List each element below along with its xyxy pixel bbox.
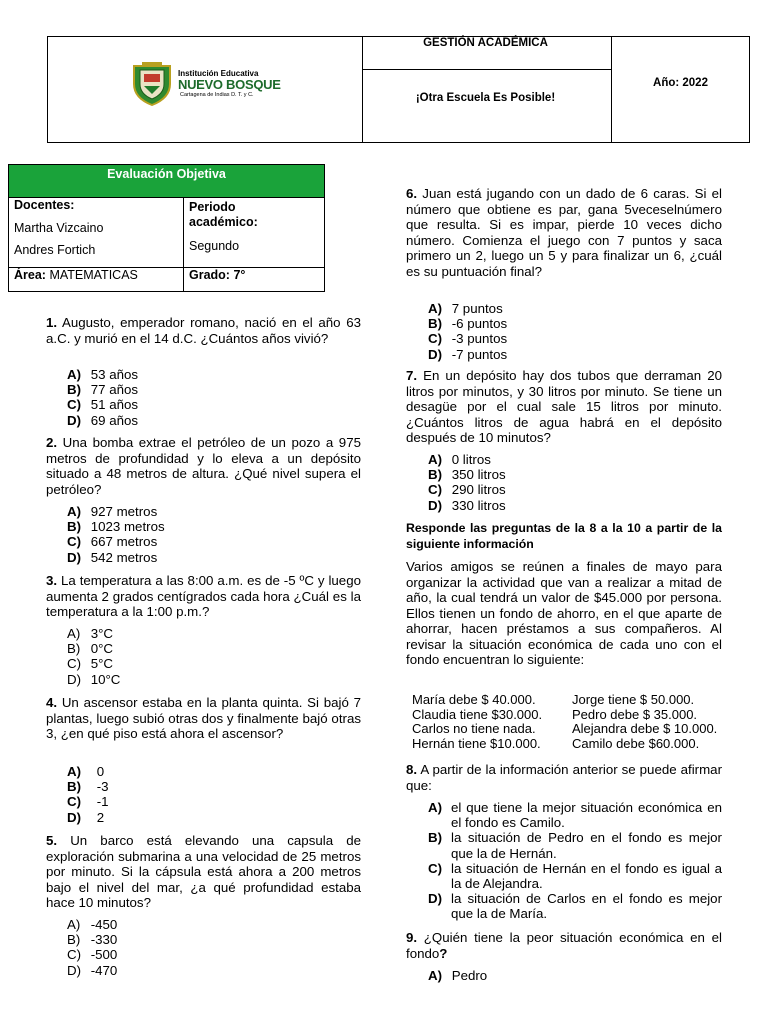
option: B) 0°C [67, 641, 114, 657]
option: C) 667 metros [67, 534, 158, 550]
eval-title: Evaluación Objetiva [107, 167, 226, 181]
option: B) -3 [67, 779, 109, 795]
q3-options [67, 626, 120, 687]
docente-2: Andres Fortich [14, 243, 96, 257]
instructions: Responde las preguntas de la 8 a la 10 a partir de la siguiente información [406, 521, 722, 551]
debts-right: Jorge tiene $ 50.000. Pedro debe $ 35.000. Alejandra debe $ 10.000. Camilo debe $60.000. [572, 692, 718, 752]
docente-1: Martha Vizcaino [14, 221, 104, 235]
option: D) -7 puntos [428, 346, 508, 362]
option: A) Pedro [428, 968, 488, 983]
option: D) 2 [67, 809, 105, 825]
option: A) 0 litros [428, 452, 491, 467]
q1-options [67, 367, 138, 428]
debts-left: María debe $ 40.000. Claudia tiene $30.000. Carlos no tiene nada. Hernán tiene $10.000. [412, 692, 543, 752]
question-6: 6. Juan está jugando con un dado de 6 caras. Si el número que obtiene es par, gana 5veceselnúmero que resulta. Si es impar, pierde 10 veces dicho número. Comienza el juego con 7 puntos y saca primero un 2, luego un 5 y para finalizar un 6, ¿cuál es su puntuación final? [406, 186, 722, 279]
question-5: 5. Un barco está elevando una capsula de exploración submarina a una velocidad de 25 metros por minuto. Si la cápsula está ahora a 200 metros bajo el nivel del mar, ¿a qué profundidad estaba hace 10 minutos? [46, 833, 361, 910]
question-7: 7. En un depósito hay dos tubos que derraman 20 litros por minutos, y 30 litros por minuto. Se tiene un desagüe por el cual sale 15 litros por minuto. ¿Cuántos litros de agua habrá en el depósito después de 10 minutos? [406, 368, 722, 445]
option: B) 1023 metros [67, 519, 165, 535]
docentes-label: Docentes: [14, 198, 75, 212]
question-8: 8. A partir de la información anterior se puede afirmar que: [406, 762, 722, 793]
year: Año: 2022 [653, 77, 708, 89]
q5-options [67, 917, 117, 978]
motto: ¡Otra Escuela Es Posible! [415, 92, 556, 104]
option: D) 542 metros [67, 549, 158, 565]
option: C) 51 años [67, 397, 139, 413]
context-paragraph: Varios amigos se reúnen a finales de mayo para organizar la actividad que van a realizar a mitad de año, la cual tendrá un valor de $45.000 por persona. Ellos tienen un fondo de ahorro, en el que aparte de ahorrar, hacen préstamos a sus compañeros. Al revisar la situación económica de cada uno con el fondo encuentran lo siguiente: [406, 559, 722, 667]
option: D) 330 litros [428, 497, 506, 513]
option: C) 5°C [67, 656, 114, 672]
question-9: 9. ¿Quién tiene la peor situación económica en el fondo? [406, 930, 722, 961]
area: Área: MATEMATICAS [14, 268, 138, 282]
option: C) 290 litros [428, 482, 506, 498]
option: B) la situación de Pedro en el fondo es mejor que la de Hernán. [428, 830, 722, 861]
option: A) -450 [67, 917, 118, 932]
option: D) -470 [67, 962, 118, 978]
option: A) 7 puntos [428, 301, 503, 316]
option: B) 77 años [67, 382, 139, 398]
option: D) la situación de Carlos en el fondo es mejor que la de María. [428, 891, 722, 922]
q6-options [428, 301, 507, 362]
q7-options [428, 452, 506, 513]
grado: Grado: 7° [189, 268, 246, 282]
q9-options [428, 968, 487, 983]
q4-options [67, 764, 109, 825]
option: A) 0 [67, 764, 105, 779]
option: C) -1 [67, 794, 109, 810]
option: C) la situación de Hernán en el fondo es igual a la de Alejandra. [428, 860, 722, 892]
periodo-label: Periodo académico: [189, 200, 258, 229]
option: A) el que tiene la mejor situación económica en el fondo es Camilo. [428, 800, 722, 831]
option: A) 927 metros [67, 504, 158, 519]
option: D) 10°C [67, 671, 121, 687]
question-2: 2. Una bomba extrae el petróleo de un pozo a 975 metros de profundidad y lo eleva a un depósito situado a 48 metros de altura. ¿Qué nivel supera el petróleo? [46, 435, 361, 497]
option: A) 3°C [67, 626, 114, 641]
logo-line1: Institución Educativa [178, 69, 259, 78]
school-crest-icon [130, 60, 174, 106]
logo-line3: Cartagena de Indias D. T. y C. [180, 92, 254, 98]
option: A) 53 años [67, 367, 139, 382]
question-3: 3. La temperatura a las 8:00 a.m. es de -5 ºC y luego aumenta 2 grados centígrados cada hora ¿Cuál es la temperatura a la 1:00 p.m.? [46, 573, 361, 619]
option: C) -3 puntos [428, 331, 508, 347]
q2-options [67, 504, 165, 565]
periodo-value: Segundo [189, 239, 240, 253]
option: B) -6 puntos [428, 316, 508, 332]
q8-options [428, 800, 722, 922]
option: B) 350 litros [428, 467, 506, 483]
option: C) -500 [67, 947, 118, 963]
logo-name: NUEVO BOSQUE [178, 77, 281, 92]
question-1: 1. Augusto, emperador romano, nació en el año 63 a.C. y murió en el 14 d.C. ¿Cuántos años vivió? [46, 315, 361, 346]
option: D) 69 años [67, 412, 139, 428]
question-4: 4. Un ascensor estaba en la planta quinta. Si bajó 7 plantas, luego subió otras dos y finalmente bajó otras 3, ¿en qué piso está ahora el ascensor? [46, 695, 361, 741]
gestion-title: GESTIÓN ACADÉMICA [423, 37, 548, 49]
option: B) -330 [67, 932, 118, 948]
